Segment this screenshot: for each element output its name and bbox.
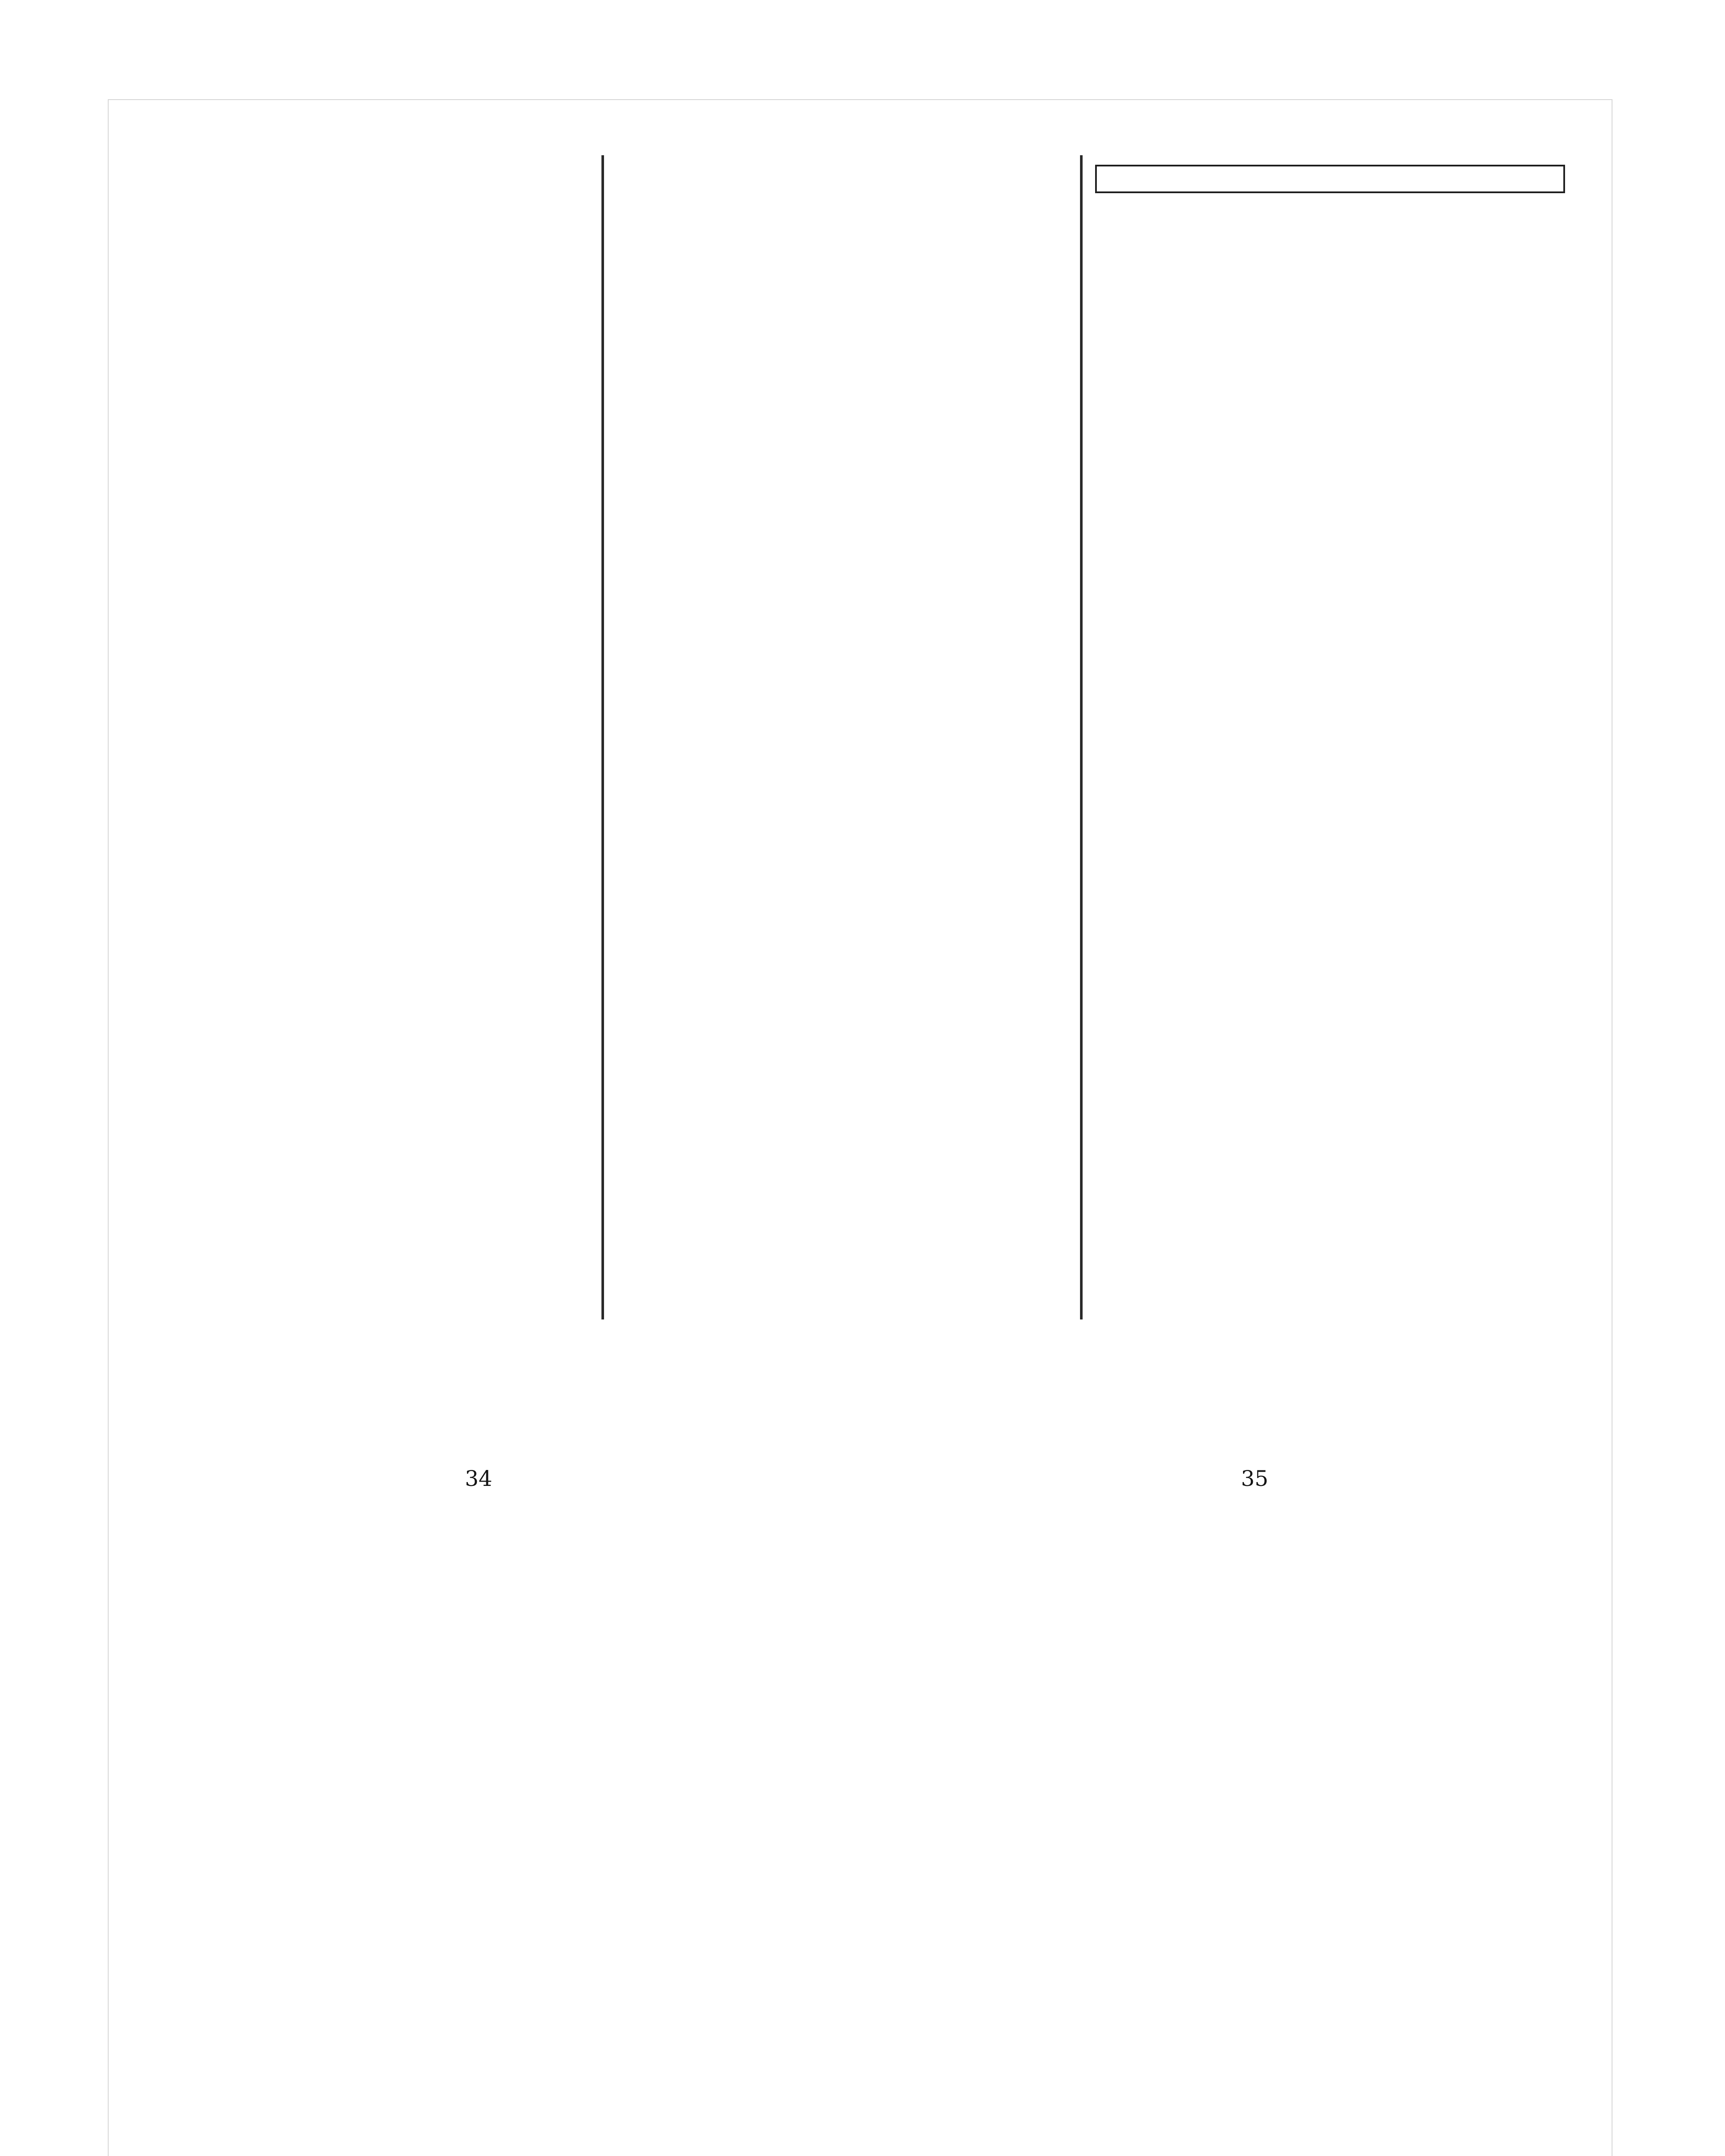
- newspaper-column-3: [1095, 155, 1565, 1319]
- page-number: 34: [465, 1466, 492, 1491]
- column-rule: [1080, 155, 1083, 1319]
- newspaper-column-1: [125, 155, 591, 1319]
- column-rule: [601, 155, 604, 1319]
- page-number: 35: [1241, 1466, 1268, 1491]
- newspaper-clipping: [125, 155, 1565, 1319]
- book-page-left: [181, 1522, 854, 2156]
- newspaper-column-2: [617, 155, 1069, 1319]
- book-page-right: [1005, 1522, 1548, 2156]
- book-spread: [125, 1466, 1565, 2156]
- advertisement-box: [1095, 165, 1565, 193]
